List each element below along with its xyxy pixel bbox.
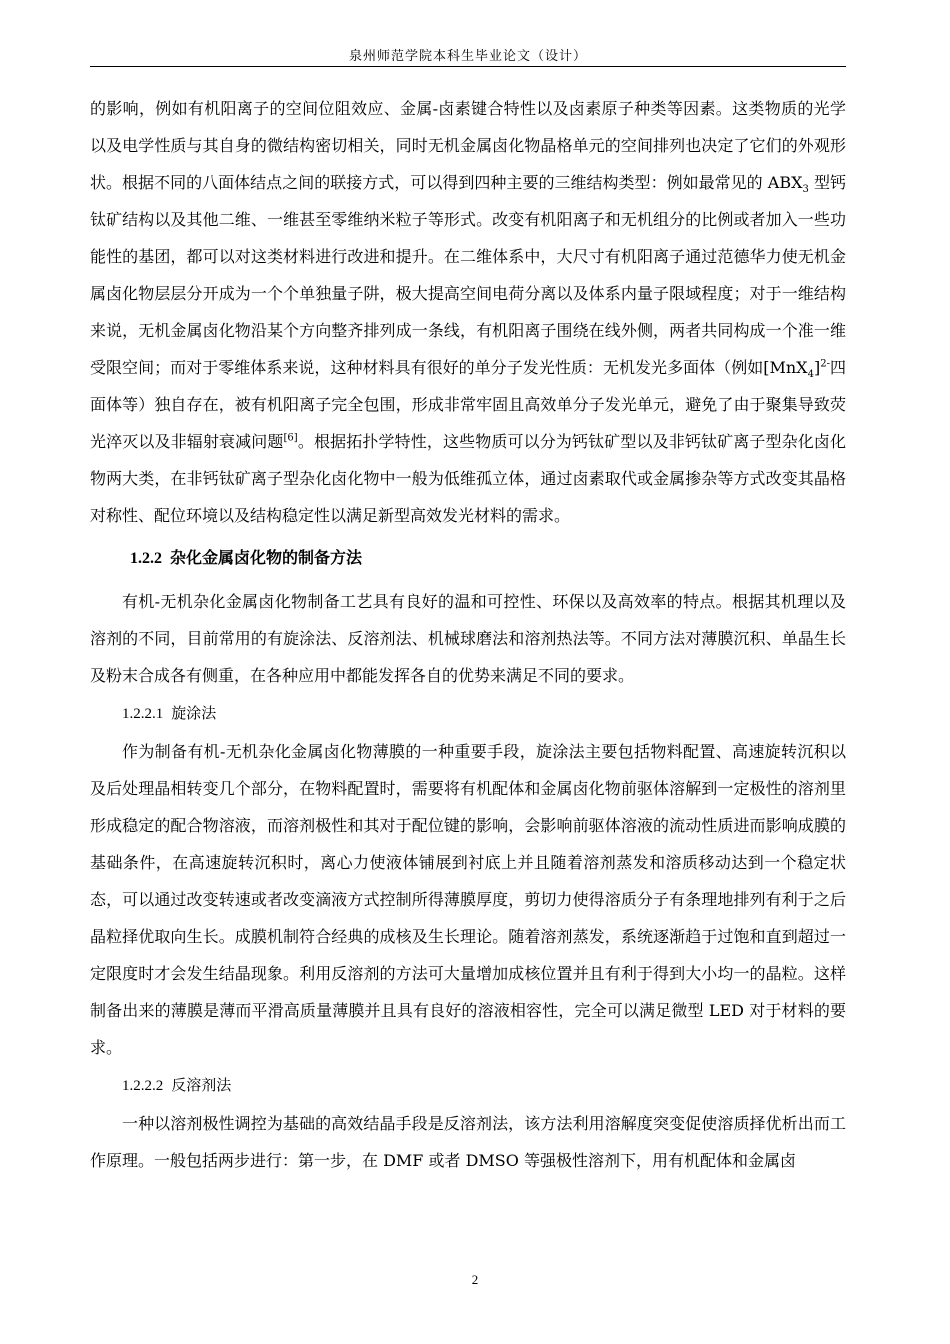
header-rule <box>90 66 846 67</box>
section-heading-1-2-2-1 <box>90 694 846 733</box>
paragraph-text: 四面体等）独自存在，被有机阳离子完全包围，形成非常牢固且高效单分子发光单元，避免了由于聚集导致荧光淬灭以及非辐射衰减问题 <box>90 358 846 451</box>
paragraph-continued <box>90 90 846 534</box>
paragraph: 有机-无机杂化金属卤化物制备工艺具有良好的温和可控性、环保以及高效率的特点。根据其机理以及溶剂的不同，目前常用的有旋涂法、反溶剂法、机械球磨法和溶剂热法等。不同方法对薄膜沉积、单晶生长及粉末合成各有侧重，在各种应用中都能发挥各自的优势来满足不同的要求。 <box>90 592 846 685</box>
section-number: 1.2.2.2 <box>122 1078 164 1094</box>
paragraph-text: 。根据拓扑学特性，这些物质可以分为钙钛矿型以及非钙钛矿离子型杂化卤化物两大类，在非钙钛矿离子型杂化卤化物中一般为低维孤立体，通过卤素取代或金属掺杂等方式改变其晶格对称性、配位环境以及结构稳定性以满足新型高效发光材料的需求。 <box>90 432 846 525</box>
subscript: 3 <box>802 184 809 196</box>
section-title: 杂化金属卤化物的制备方法 <box>170 548 363 567</box>
citation-ref: [6] <box>283 432 298 444</box>
paragraph: 作为制备有机-无机杂化金属卤化物薄膜的一种重要手段，旋涂法主要包括物料配置、高速旋转沉积以及后处理晶相转变几个部分，在物料配置时，需要将有机配体和金属卤化物前驱体溶解到一定极性的溶剂里形成稳定的配合物溶液，而溶剂极性和其对于配位键的影响，会影响前驱体溶液的流动性质进而影响成膜的基础条件，在高速旋转沉积时，离心力使液体铺展到衬底上并且随着溶剂蒸发和溶质移动达到一个稳定状态，可以通过改变转速或者改变滴液方式控制所得薄膜厚度，剪切力使得溶质分子有条理地排列有利于之后晶粒择优取向生长。成膜机制符合经典的成核及生长理论。随着溶剂蒸发，系统逐渐趋于过饱和直到超过一定限度时才会发生结晶现象。利用反溶剂的方法可大量增加成核位置并且有利于得到大小均一的晶粒。这样制备出来的薄膜是薄而平滑高质量薄膜并且具有良好的溶液相容性，完全可以满足微型 LED 对于材料的要求。 <box>90 742 846 1057</box>
running-header: 泉州师范学院本科生毕业论文（设计） <box>348 49 587 64</box>
page-number: 2 <box>471 1272 479 1287</box>
paragraph-text: ] <box>813 358 821 377</box>
superscript: 2- <box>820 358 830 370</box>
section-heading-1-2-2 <box>90 534 846 583</box>
subscript: 4 <box>807 369 814 381</box>
paragraph-text: 的影响，例如有机阳离子的空间位阻效应、金属-卤素键合特性以及卤素原子种类等因素。这类物质的光学以及电学性质与其自身的微结构密切相关，同时无机金属卤化物晶格单元的空间排列也决定了它们的外观形状。根据不同的八面体结点之间的联接方式，可以得到四种主要的三维结构类型：例如最常见的 ABX <box>90 99 846 192</box>
page-content <box>90 90 846 1179</box>
section-title: 旋涂法 <box>171 704 217 722</box>
section-title: 反溶剂法 <box>171 1076 232 1094</box>
paragraph: 一种以溶剂极性调控为基础的高效结晶手段是反溶剂法，该方法利用溶解度突变促使溶质择优析出而工作原理。一般包括两步进行：第一步，在 DMF 或者 DMSO 等强极性溶剂下，用有机配体和金属卤 <box>90 1114 846 1170</box>
section-number: 1.2.2 <box>130 550 162 567</box>
section-number: 1.2.2.1 <box>122 706 164 722</box>
section-heading-1-2-2-2 <box>90 1066 846 1105</box>
paragraph-text: 型钙钛矿结构以及其他二维、一维甚至零维纳米粒子等形式。改变有机阳离子和无机组分的比例或者加入一些功能性的基团，都可以对这类材料进行改进和提升。在二维体系中，大尺寸有机阳离子通过范德华力使无机金属卤化物层层分开成为一个个单独量子阱，极大提高空间电荷分离以及体系内量子限域程度；对于一维结构来说，无机金属卤化物沿某个方向整齐排列成一条线，有机阳离子围绕在线外侧，两者共同构成一个准一维受限空间；而对于零维体系来说，这种材料具有很好的单分子发光性质：无机发光多面体（例如[MnX <box>90 173 846 377</box>
